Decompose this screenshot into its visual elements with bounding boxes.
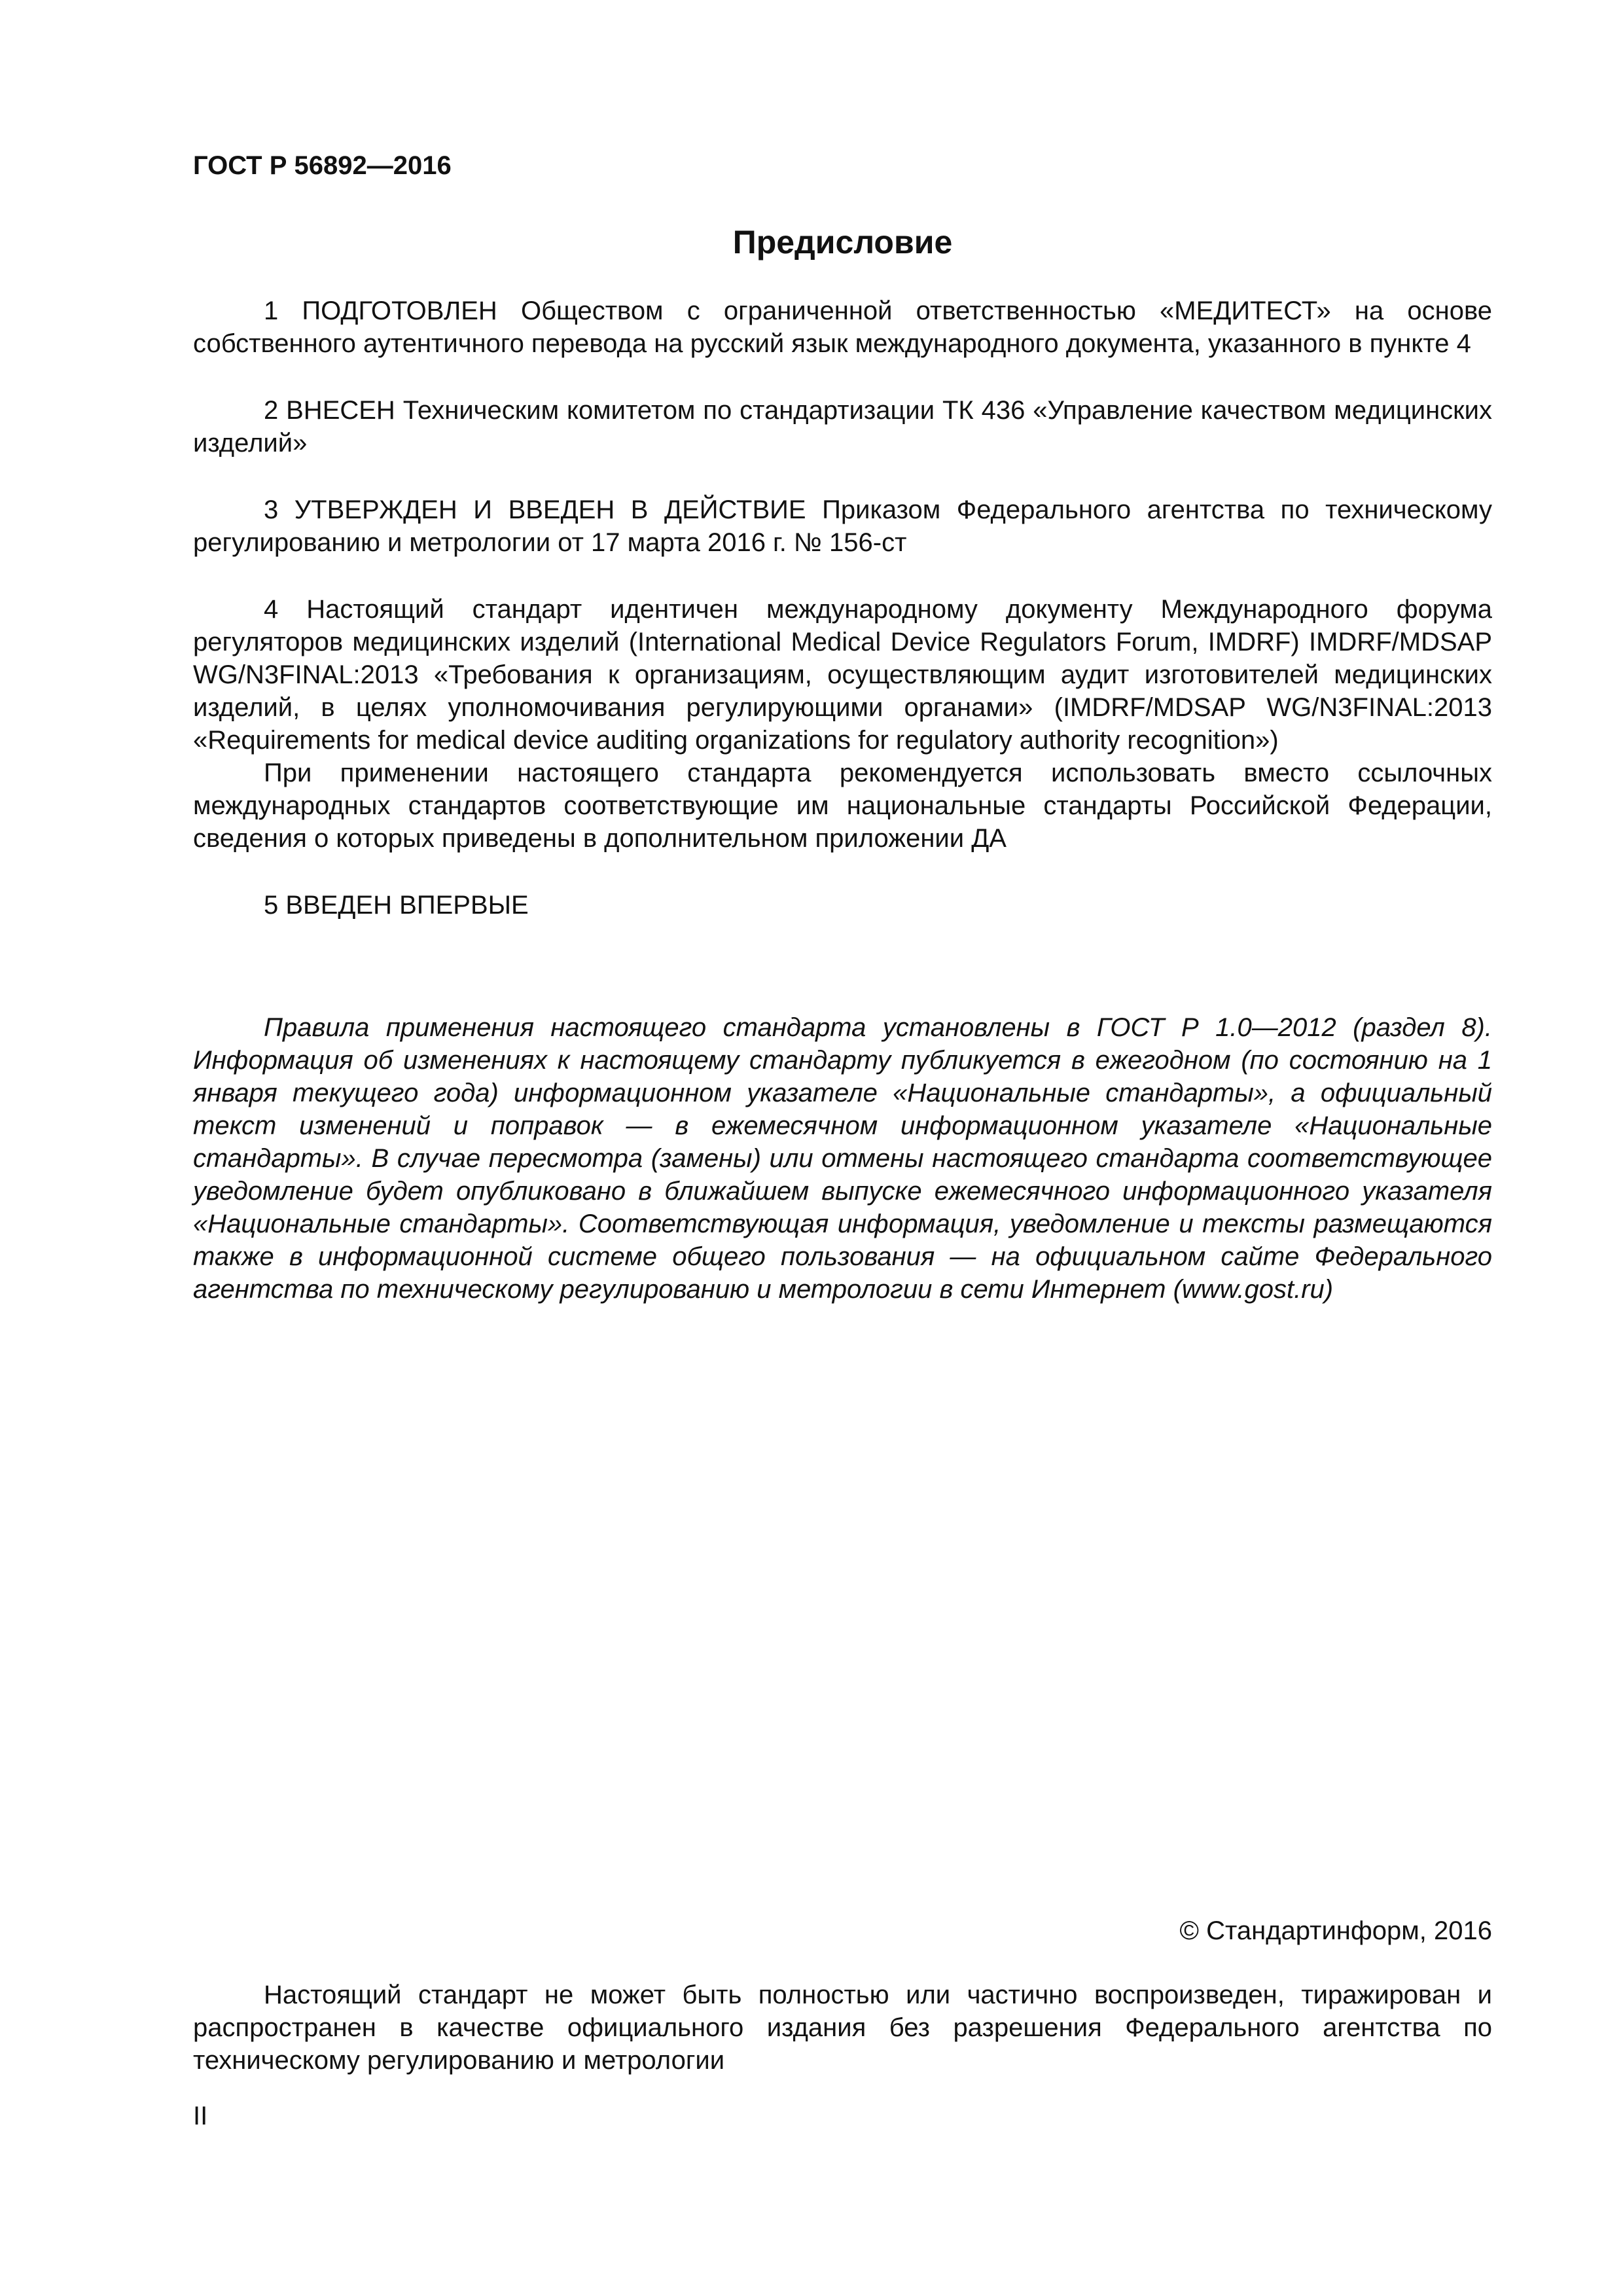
page-title: Предисловие — [732, 224, 953, 260]
document-page — [193, 0, 1492, 2296]
section-5: 5 ВВЕДЕН ВПЕРВЫЕ — [264, 891, 529, 920]
section-4: 4 Настоящий стандарт идентичен международному документу Международного форума регуляторов медицинских изделий (International Medical Device Regulators Forum, IMDRF) IMDRF/MDSAP WG/N3FINAL:2013 «Требования к организациям, осуществляющим аудит изготовителей медицинских изделий, в целях уполномочивания регулирующими органами» (IMDRF/MDSAP WG/N3FINAL:2013 «Requirements for medical device auditing organizations for regulatory authority recognition») — [193, 595, 1492, 755]
foreword-sections — [193, 295, 1492, 922]
section-spacer — [193, 855, 1492, 889]
section-spacer — [193, 559, 1492, 593]
standard-notice: Правила применения настоящего стандарта установлены в ГОСТ Р 1.0—2012 (раздел 8). Информация об изменениях к настоящему стандарту публикуется в ежегодном (по состоянию на 1 января текущего года) информационном указателе «Национальные стандарты», а официальный текст изменений и поправок — в ежемесячном информационном указателе «Национальные стандарты». В случае пересмотра (замены) или отмены настоящего стандарта соответствующее уведомление будет опубликовано в ближайшем выпуске ежемесячного информационного указателя «Национальные стандарты». Соответствующая информация, уведомление и тексты размещаются также в информационной системе общего пользования — на официальном сайте Федерального агентства по техническому регулированию и метрологии в сети Интернет (www.gost.ru) — [193, 1013, 1492, 1304]
section-1: 1 ПОДГОТОВЛЕН Обществом с ограниченной ответственностью «МЕДИТЕСТ» на основе собственного аутентичного перевода на русский язык международного документа, указанного в пункте 4 — [193, 296, 1492, 358]
copyright-line: © Стандартинформ, 2016 — [1179, 1916, 1492, 1945]
page-number: II — [193, 2102, 208, 2130]
section-3: 3 УТВЕРЖДЕН И ВВЕДЕН В ДЕЙСТВИЕ Приказом Федерального агентства по техническому регулированию и метрологии от 17 марта 2016 г. № 156-ст — [193, 495, 1492, 557]
section-4-note: При применении настоящего стандарта рекомендуется использовать вместо ссылочных международных стандартов соответствующие им национальные стандарты Российской Федерации, сведения о которых приведены в дополнительном приложении ДА — [193, 759, 1492, 853]
copyright-statement: Настоящий стандарт не может быть полностью или частично воспроизведен, тиражирован и распространен в качестве официального издания без разрешения Федерального агентства по техническому регулированию и метрологии — [193, 1981, 1492, 2075]
document-header: ГОСТ Р 56892—2016 — [193, 151, 452, 180]
section-spacer — [193, 360, 1492, 394]
section-2: 2 ВНЕСЕН Техническим комитетом по стандартизации ТК 436 «Управление качеством медицинских изделий» — [193, 396, 1492, 457]
section-spacer — [193, 459, 1492, 493]
